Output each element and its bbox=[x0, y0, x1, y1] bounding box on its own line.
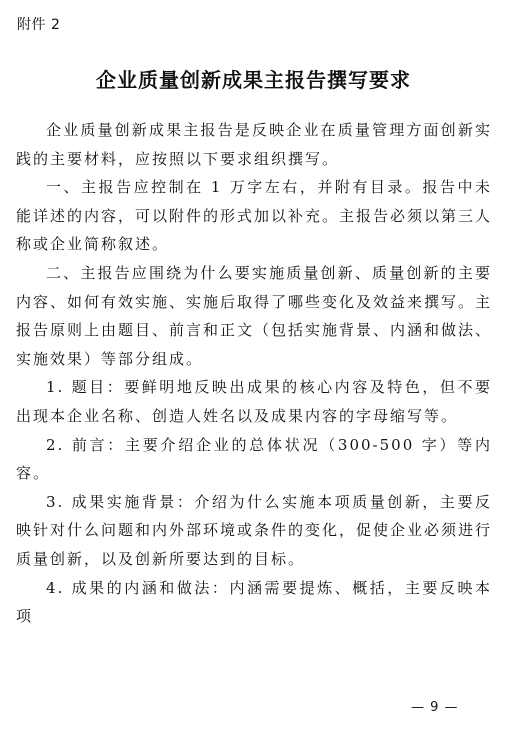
page-number: — 9 — bbox=[411, 700, 459, 715]
paragraph-intro: 企业质量创新成果主报告是反映企业在质量管理方面创新实践的主要材料，应按照以下要求组织撰写。 bbox=[16, 121, 492, 168]
paragraph-item-preface: 2. 前言：主要介绍企业的总体状况（300-500 字）等内容。 bbox=[16, 435, 492, 483]
paragraph-item-connotation: 4. 成果的内涵和做法：内涵需要提炼、概括，主要反映本项 bbox=[16, 578, 492, 626]
paragraph-item-title: 1. 题目：要鲜明地反映出成果的核心内容及特色，但不要出现本企业名称、创造人姓名以及成果内容的字母缩写等。 bbox=[16, 378, 492, 425]
paragraph-section-2: 二、主报告应围绕为什么要实施质量创新、质量创新的主要内容、如何有效实施、实施后取得了哪些变化及效益来撰写。主报告原则上由题目、前言和正文（包括实施背景、内涵和做法、实施效果）等部分组成。 bbox=[16, 263, 493, 368]
paragraph-item-background: 3. 成果实施背景：介绍为什么实施本项质量创新，主要反映针对什么问题和内外部环境或条件的变化，促使企业必须进行质量创新，以及创新所要达到的目标。 bbox=[16, 492, 493, 568]
paragraph-section-1: 一、主报告应控制在 1 万字左右，并附有目录。报告中未能详述的内容，可以附件的形式加以补充。主报告必须以第三人称或企业简称叙述。 bbox=[16, 178, 493, 254]
attachment-label: 附件 2 bbox=[17, 17, 61, 33]
document-body bbox=[16, 116, 492, 631]
document-title: 企业质量创新成果主报告撰写要求 bbox=[96, 68, 411, 92]
